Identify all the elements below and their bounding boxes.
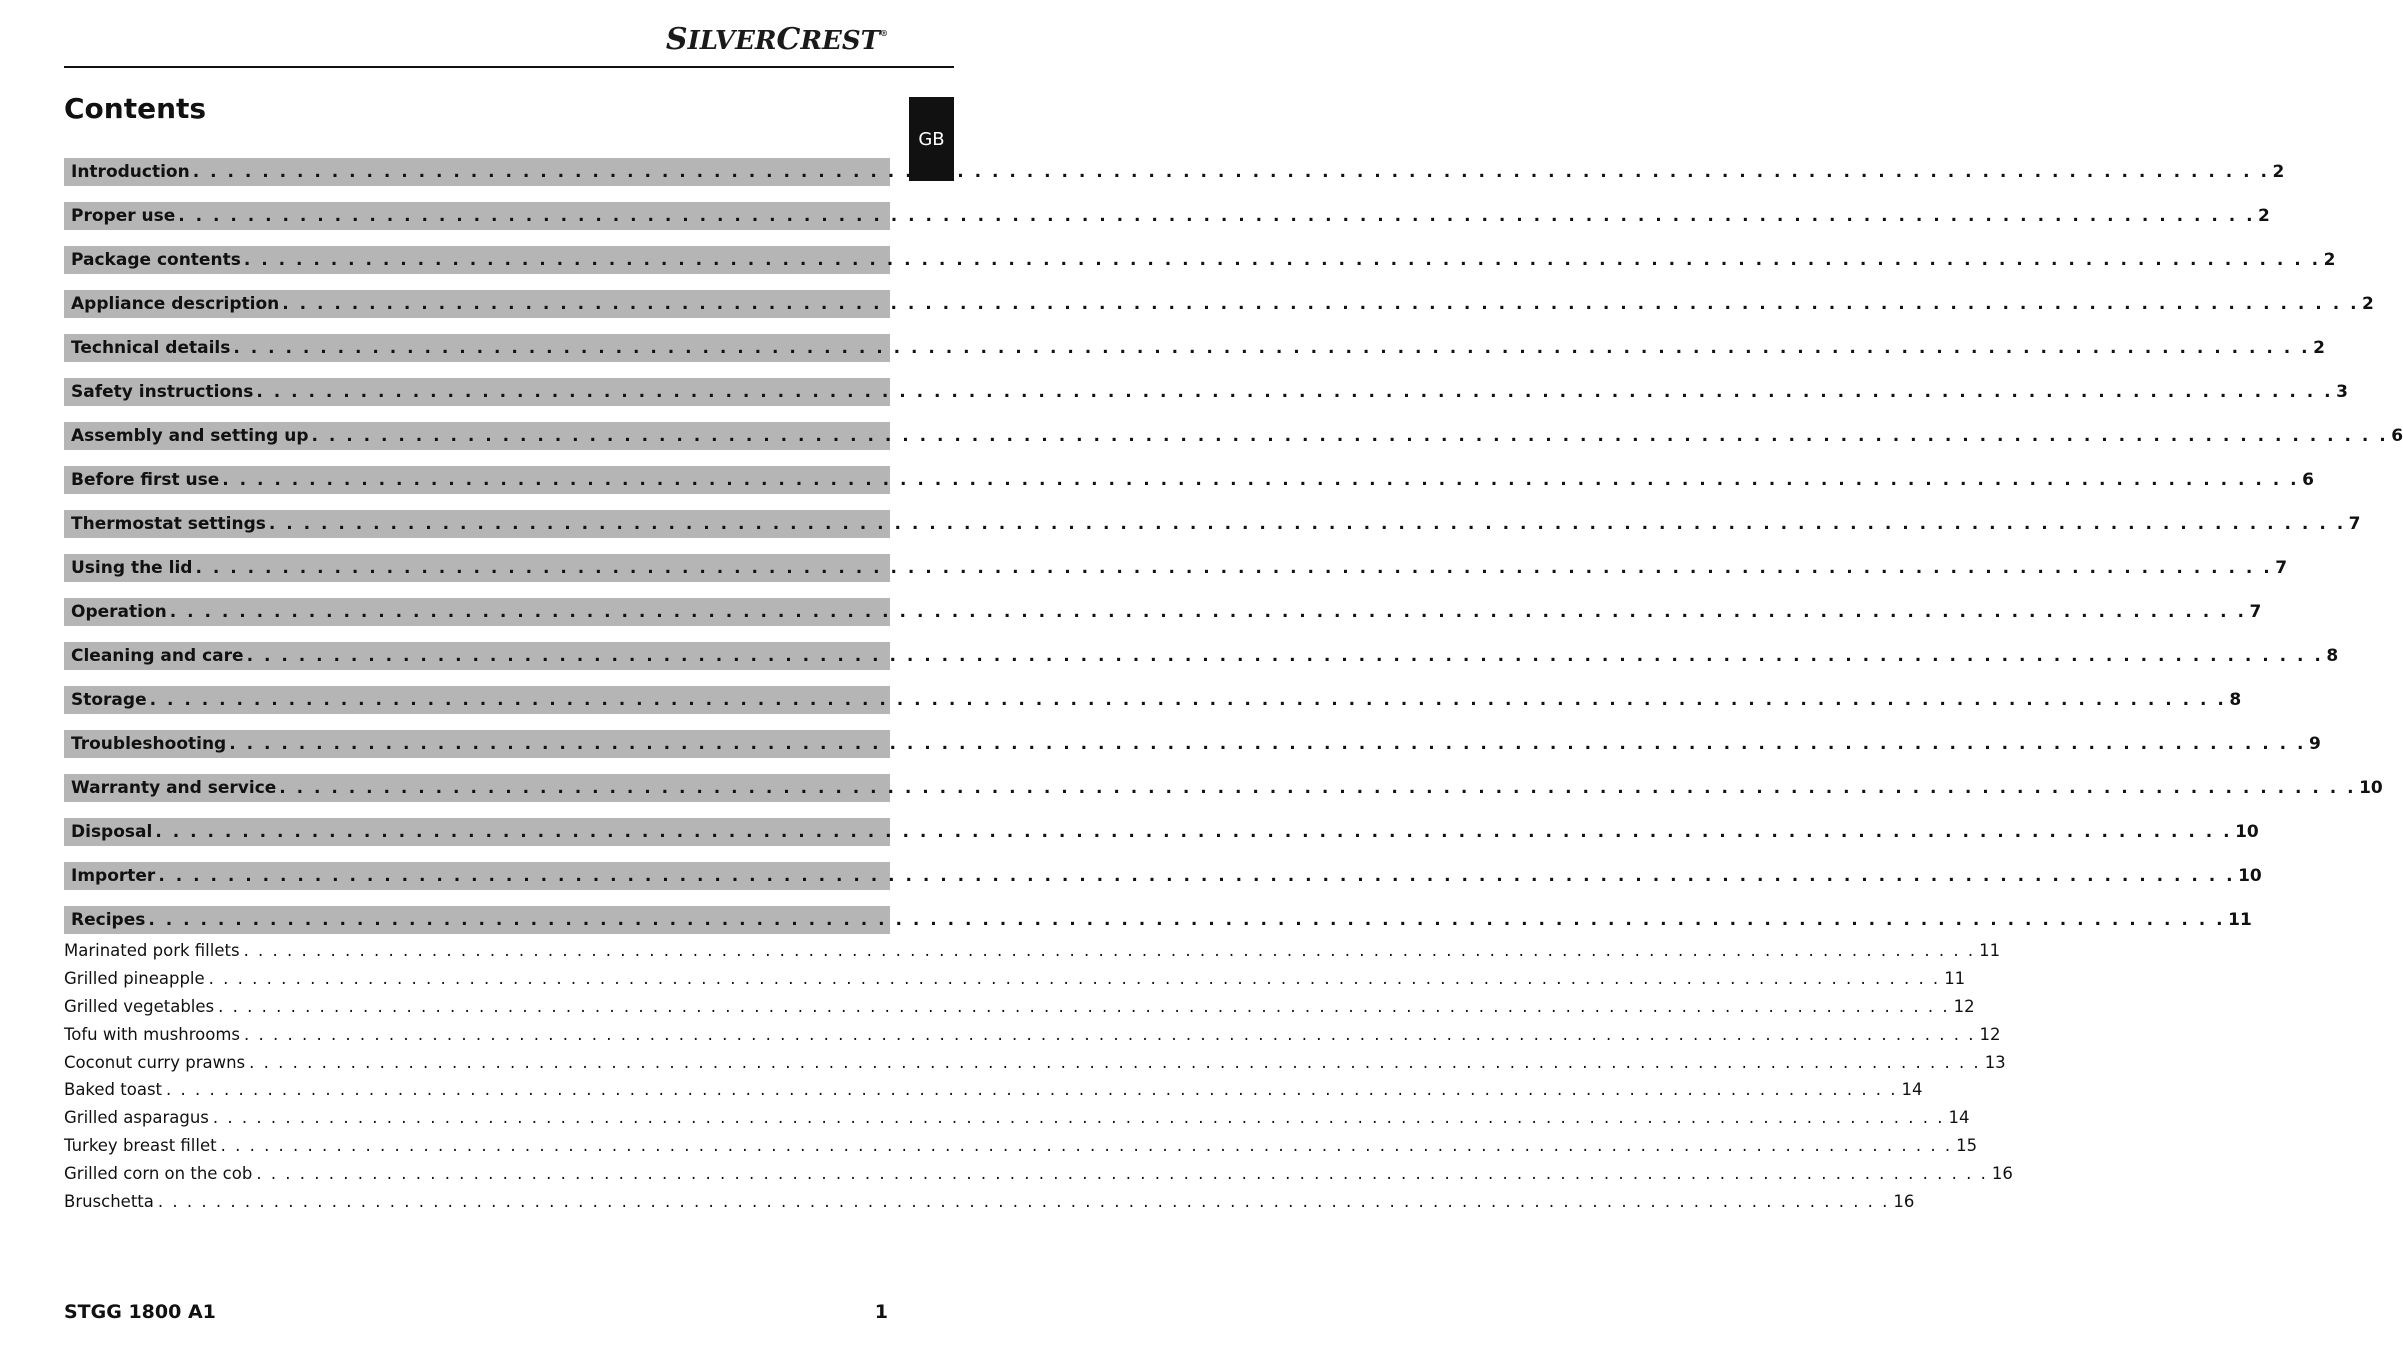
dot-leader: . . . . . . . . . . . . . . . . . . . . . . . . . . . . . . . . . . . . . . . . . . . . . . . . . . . . . . . . . . . . . . . . . . . . . . . . . . . . . . . . . . . . . . . . . . . . . . . . . . . . . . . . . . . . . . . . . . . . . . . . bbox=[243, 941, 1976, 961]
toc-entry-page: 2 bbox=[2313, 338, 2325, 358]
toc-entry[interactable] bbox=[64, 862, 2262, 890]
dot-leader: . . . . . . . . . . . . . . . . . . . . . . . . . . . . . . . . . . . . . . . . . . . . . . . . . . . . . . . . . . . . . . . . . . . . . . . . . . . . . . . . . . . . . . . . . . . . . . . . . . . . . . . . . . . . . . . . . . . . . . . . bbox=[222, 470, 2300, 490]
dot-leader: . . . . . . . . . . . . . . . . . . . . . . . . . . . . . . . . . . . . . . . . . . . . . . . . . . . . . . . . . . . . . . . . . . . . . . . . . . . . . . . . . . . . . . . . . . . . . . . . . . . . . . . . . . . . . . . . . . . . . . . . bbox=[169, 602, 2247, 622]
dot-leader: . . . . . . . . . . . . . . . . . . . . . . . . . . . . . . . . . . . . . . . . . . . . . . . . . . . . . . . . . . . . . . . . . . . . . . . . . . . . . . . . . . . . . . . . . . . . . . . . . . . . . . . . . . . . . . . . . . . . . . . . bbox=[268, 514, 2346, 534]
dot-leader: . . . . . . . . . . . . . . . . . . . . . . . . . . . . . . . . . . . . . . . . . . . . . . . . . . . . . . . . . . . . . . . . . . . . . . . . . . . . . . . . . . . . . . . . . . . . . . . . . . . . . . . . . . . . . . . . . . . . . . . . bbox=[166, 1080, 1898, 1100]
toc-entry-title: Troubleshooting bbox=[71, 734, 227, 754]
recipe-entry-page: 14 bbox=[1901, 1080, 1923, 1100]
toc-entry-title: Operation bbox=[71, 602, 167, 622]
toc-entry-page: 9 bbox=[2309, 734, 2321, 754]
recipe-entry-page: 13 bbox=[1984, 1052, 2006, 1072]
toc-entry[interactable] bbox=[64, 290, 2374, 318]
toc-entry-page: 6 bbox=[2302, 470, 2314, 490]
recipe-entry-title: Bruschetta bbox=[64, 1191, 154, 1211]
recipe-entry[interactable] bbox=[64, 1020, 2001, 1048]
toc-entry[interactable] bbox=[64, 730, 2321, 758]
toc-entry-title: Safety instructions bbox=[71, 382, 254, 402]
recipe-entry[interactable] bbox=[64, 937, 2001, 965]
toc-entry-title: Technical details bbox=[71, 338, 231, 358]
toc-entry-page: 7 bbox=[2275, 558, 2288, 578]
recipe-entry-title: Tofu with mushrooms bbox=[64, 1024, 240, 1044]
toc-entry[interactable] bbox=[64, 818, 2259, 846]
toc-entry[interactable] bbox=[64, 422, 2403, 450]
toc-entry[interactable] bbox=[64, 642, 2339, 670]
dot-leader: . . . . . . . . . . . . . . . . . . . . . . . . . . . . . . . . . . . . . . . . . . . . . . . . . . . . . . . . . . . . . . . . . . . . . . . . . . . . . . . . . . . . . . . . . . . . . . . . . . . . . . . . . . . . . . . . . . . . . . . . bbox=[229, 734, 2306, 754]
toc-entry-title: Using the lid bbox=[71, 558, 193, 578]
dot-leader: . . . . . . . . . . . . . . . . . . . . . . . . . . . . . . . . . . . . . . . . . . . . . . . . . . . . . . . . . . . . . . . . . . . . . . . . . . . . . . . . . . . . . . . . . . . . . . . . . . . . . . . . . . . . . . . . . . . . . . . . bbox=[149, 690, 2227, 710]
dot-leader: . . . . . . . . . . . . . . . . . . . . . . . . . . . . . . . . . . . . . . . . . . . . . . . . . . . . . . . . . . . . . . . . . . . . . . . . . . . . . . . . . . . . . . . . . . . . . . . . . . . . . . . . . . . . . . . . . . . . . . . . bbox=[195, 558, 2273, 578]
toc-entry[interactable] bbox=[64, 334, 2325, 362]
recipe-entry-page: 11 bbox=[1979, 941, 2001, 961]
dot-leader: . . . . . . . . . . . . . . . . . . . . . . . . . . . . . . . . . . . . . . . . . . . . . . . . . . . . . . . . . . . . . . . . . . . . . . . . . . . . . . . . . . . . . . . . . . . . . . . . . . . . . . . . . . . . . . . . . . . . . . . . bbox=[311, 426, 2389, 446]
toc-entry-title: Proper use bbox=[71, 206, 176, 226]
toc-entry[interactable] bbox=[64, 246, 2336, 274]
toc-entry-title: Importer bbox=[71, 866, 156, 886]
toc-entry[interactable] bbox=[64, 906, 2252, 934]
header-divider bbox=[64, 66, 954, 68]
recipe-entry[interactable] bbox=[64, 1159, 2013, 1187]
toc-entry-page: 10 bbox=[2235, 822, 2259, 842]
toc-entry-page: 10 bbox=[2359, 778, 2383, 798]
brand-logo: SILVERCREST® bbox=[665, 22, 888, 57]
toc-entry[interactable] bbox=[64, 510, 2361, 538]
recipe-entry[interactable] bbox=[64, 1132, 1978, 1160]
toc-entry-title: Storage bbox=[71, 690, 147, 710]
dot-leader: . . . . . . . . . . . . . . . . . . . . . . . . . . . . . . . . . . . . . . . . . . . . . . . . . . . . . . . . . . . . . . . . . . . . . . . . . . . . . . . . . . . . . . . . . . . . . . . . . . . . . . . . . . . . . . . . . . . . . . . . bbox=[256, 1163, 1988, 1183]
toc-entry-title: Assembly and setting up bbox=[71, 426, 309, 446]
recipe-entry-title: Grilled asparagus bbox=[64, 1108, 209, 1128]
toc-entry-title: Thermostat settings bbox=[71, 514, 266, 534]
language-tab: GB bbox=[909, 97, 954, 181]
toc-entry-page: 2 bbox=[2323, 250, 2336, 270]
recipe-entry-title: Baked toast bbox=[64, 1080, 163, 1100]
dot-leader: . . . . . . . . . . . . . . . . . . . . . . . . . . . . . . . . . . . . . . . . . . . . . . . . . . . . . . . . . . . . . . . . . . . . . . . . . . . . . . . . . . . . . . . . . . . . . . . . . . . . . . . . . . . . . . . . . . . . . . . . bbox=[256, 382, 2334, 402]
recipe-entry-page: 16 bbox=[1991, 1163, 2013, 1183]
recipe-entry-title: Grilled vegetables bbox=[64, 996, 215, 1016]
recipe-entry[interactable] bbox=[64, 1048, 2006, 1076]
toc-entry-page: 8 bbox=[2326, 646, 2339, 666]
toc-entry-title: Recipes bbox=[71, 910, 146, 930]
recipe-entry[interactable] bbox=[64, 1104, 1970, 1132]
toc-entry[interactable] bbox=[64, 686, 2242, 714]
recipe-entry-page: 11 bbox=[1944, 969, 1966, 989]
toc-entry-title: Disposal bbox=[71, 822, 153, 842]
toc-entry-page: 2 bbox=[2362, 294, 2374, 314]
dot-leader: . . . . . . . . . . . . . . . . . . . . . . . . . . . . . . . . . . . . . . . . . . . . . . . . . . . . . . . . . . . . . . . . . . . . . . . . . . . . . . . . . . . . . . . . . . . . . . . . . . . . . . . . . . . . . . . . . . . . . . . . bbox=[155, 822, 2233, 842]
recipe-entry[interactable] bbox=[64, 1076, 1923, 1104]
toc-entry-page: 7 bbox=[2348, 514, 2361, 534]
page-number: 1 bbox=[874, 1301, 888, 1323]
toc-entry[interactable] bbox=[64, 598, 2262, 626]
dot-leader: . . . . . . . . . . . . . . . . . . . . . . . . . . . . . . . . . . . . . . . . . . . . . . . . . . . . . . . . . . . . . . . . . . . . . . . . . . . . . . . . . . . . . . . . . . . . . . . . . . . . . . . . . . . . . . . . . . . . . . . . bbox=[212, 1108, 1945, 1128]
toc-entry-title: Package contents bbox=[71, 250, 241, 270]
dot-leader: . . . . . . . . . . . . . . . . . . . . . . . . . . . . . . . . . . . . . . . . . . . . . . . . . . . . . . . . . . . . . . . . . . . . . . . . . . . . . . . . . . . . . . . . . . . . . . . . . . . . . . . . . . . . . . . . . . . . . . . . bbox=[282, 294, 2360, 314]
dot-leader: . . . . . . . . . . . . . . . . . . . . . . . . . . . . . . . . . . . . . . . . . . . . . . . . . . . . . . . . . . . . . . . . . . . . . . . . . . . . . . . . . . . . . . . . . . . . . . . . . . . . . . . . . . . . . . . . . . . . . . . . bbox=[279, 778, 2357, 798]
toc-entry-page: 6 bbox=[2391, 426, 2403, 446]
recipe-entry[interactable] bbox=[64, 1187, 1915, 1215]
dot-leader: . . . . . . . . . . . . . . . . . . . . . . . . . . . . . . . . . . . . . . . . . . . . . . . . . . . . . . . . . . . . . . . . . . . . . . . . . . . . . . . . . . . . . . . . . . . . . . . . . . . . . . . . . . . . . . . . . . . . . . . . bbox=[192, 162, 2270, 182]
dot-leader: . . . . . . . . . . . . . . . . . . . . . . . . . . . . . . . . . . . . . . . . . . . . . . . . . . . . . . . . . . . . . . . . . . . . . . . . . . . . . . . . . . . . . . . . . . . . . . . . . . . . . . . . . . . . . . . . . . . . . . . . bbox=[157, 1191, 1890, 1211]
toc-entry-page: 3 bbox=[2336, 382, 2348, 402]
recipe-entry-page: 12 bbox=[1979, 1024, 2001, 1044]
table-of-contents bbox=[64, 158, 2403, 950]
toc-entry-title: Before first use bbox=[71, 470, 220, 490]
dot-leader: . . . . . . . . . . . . . . . . . . . . . . . . . . . . . . . . . . . . . . . . . . . . . . . . . . . . . . . . . . . . . . . . . . . . . . . . . . . . . . . . . . . . . . . . . . . . . . . . . . . . . . . . . . . . . . . . . . . . . . . . bbox=[158, 866, 2236, 886]
recipe-entry-page: 12 bbox=[1953, 996, 1975, 1016]
dot-leader: . . . . . . . . . . . . . . . . . . . . . . . . . . . . . . . . . . . . . . . . . . . . . . . . . . . . . . . . . . . . . . . . . . . . . . . . . . . . . . . . . . . . . . . . . . . . . . . . . . . . . . . . . . . . . . . . . . . . . . . . bbox=[233, 338, 2311, 358]
recipe-entry-title: Marinated pork fillets bbox=[64, 941, 240, 961]
toc-entry-page: 2 bbox=[2258, 206, 2270, 226]
recipes-sublist bbox=[64, 937, 2013, 1215]
toc-entry[interactable] bbox=[64, 158, 2285, 186]
toc-entry-title: Cleaning and care bbox=[71, 646, 244, 666]
dot-leader: . . . . . . . . . . . . . . . . . . . . . . . . . . . . . . . . . . . . . . . . . . . . . . . . . . . . . . . . . . . . . . . . . . . . . . . . . . . . . . . . . . . . . . . . . . . . . . . . . . . . . . . . . . . . . . . . . . . . . . . . bbox=[246, 646, 2324, 666]
toc-entry-page: 7 bbox=[2249, 602, 2262, 622]
dot-leader: . . . . . . . . . . . . . . . . . . . . . . . . . . . . . . . . . . . . . . . . . . . . . . . . . . . . . . . . . . . . . . . . . . . . . . . . . . . . . . . . . . . . . . . . . . . . . . . . . . . . . . . . . . . . . . . . . . . . . . . . bbox=[208, 969, 1941, 989]
recipe-entry-title: Grilled pineapple bbox=[64, 969, 205, 989]
toc-entry-title: Warranty and service bbox=[71, 778, 277, 798]
toc-entry[interactable] bbox=[64, 774, 2383, 802]
dot-leader: . . . . . . . . . . . . . . . . . . . . . . . . . . . . . . . . . . . . . . . . . . . . . . . . . . . . . . . . . . . . . . . . . . . . . . . . . . . . . . . . . . . . . . . . . . . . . . . . . . . . . . . . . . . . . . . . . . . . . . . . bbox=[148, 910, 2226, 930]
toc-entry-page: 2 bbox=[2272, 162, 2285, 182]
dot-leader: . . . . . . . . . . . . . . . . . . . . . . . . . . . . . . . . . . . . . . . . . . . . . . . . . . . . . . . . . . . . . . . . . . . . . . . . . . . . . . . . . . . . . . . . . . . . . . . . . . . . . . . . . . . . . . . . . . . . . . . . bbox=[249, 1052, 1981, 1072]
toc-entry[interactable] bbox=[64, 378, 2348, 406]
dot-leader: . . . . . . . . . . . . . . . . . . . . . . . . . . . . . . . . . . . . . . . . . . . . . . . . . . . . . . . . . . . . . . . . . . . . . . . . . . . . . . . . . . . . . . . . . . . . . . . . . . . . . . . . . . . . . . . . . . . . . . . . bbox=[220, 1135, 1953, 1155]
dot-leader: . . . . . . . . . . . . . . . . . . . . . . . . . . . . . . . . . . . . . . . . . . . . . . . . . . . . . . . . . . . . . . . . . . . . . . . . . . . . . . . . . . . . . . . . . . . . . . . . . . . . . . . . . . . . . . . . . . . . . . . . bbox=[178, 206, 2256, 226]
dot-leader: . . . . . . . . . . . . . . . . . . . . . . . . . . . . . . . . . . . . . . . . . . . . . . . . . . . . . . . . . . . . . . . . . . . . . . . . . . . . . . . . . . . . . . . . . . . . . . . . . . . . . . . . . . . . . . . . . . . . . . . . bbox=[243, 250, 2321, 270]
toc-entry-title: Appliance description bbox=[71, 294, 280, 314]
recipe-entry[interactable] bbox=[64, 965, 1966, 993]
dot-leader: . . . . . . . . . . . . . . . . . . . . . . . . . . . . . . . . . . . . . . . . . . . . . . . . . . . . . . . . . . . . . . . . . . . . . . . . . . . . . . . . . . . . . . . . . . . . . . . . . . . . . . . . . . . . . . . . . . . . . . . . bbox=[218, 996, 1950, 1016]
toc-entry-page: 11 bbox=[2228, 910, 2252, 930]
recipe-entry-title: Turkey breast fillet bbox=[64, 1135, 217, 1155]
recipe-entry-title: Grilled corn on the cob bbox=[64, 1163, 253, 1183]
recipe-entry-page: 16 bbox=[1893, 1191, 1915, 1211]
toc-entry[interactable] bbox=[64, 466, 2314, 494]
recipe-entry[interactable] bbox=[64, 993, 1975, 1021]
toc-entry-title: Introduction bbox=[71, 162, 190, 182]
toc-entry[interactable] bbox=[64, 554, 2288, 582]
recipe-entry-page: 14 bbox=[1948, 1108, 1970, 1128]
toc-entry-page: 8 bbox=[2229, 690, 2242, 710]
toc-entry-page: 10 bbox=[2238, 866, 2262, 886]
dot-leader: . . . . . . . . . . . . . . . . . . . . . . . . . . . . . . . . . . . . . . . . . . . . . . . . . . . . . . . . . . . . . . . . . . . . . . . . . . . . . . . . . . . . . . . . . . . . . . . . . . . . . . . . . . . . . . . . . . . . . . . . bbox=[244, 1024, 1976, 1044]
model-number: STGG 1800 A1 bbox=[64, 1301, 216, 1323]
recipe-entry-page: 15 bbox=[1956, 1135, 1978, 1155]
toc-entry[interactable] bbox=[64, 202, 2270, 230]
page-title: Contents bbox=[64, 92, 207, 125]
recipe-entry-title: Coconut curry prawns bbox=[64, 1052, 246, 1072]
